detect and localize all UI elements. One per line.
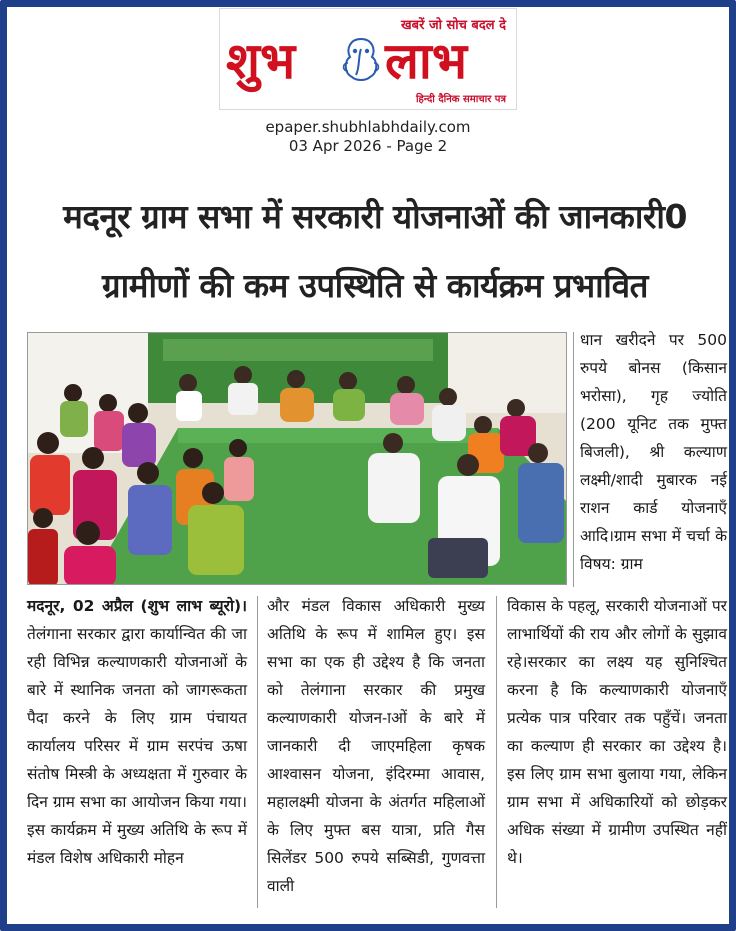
masthead-tagline: खबरें जो सोच बदल दे bbox=[401, 18, 506, 33]
article-text-col-b: और मंडल विकास अधिकारी मुख्य अतिथि के रूप में शामिल हुए। इस सभा का एक ही उद्देश्य है कि जनता को तेलंगाना सरकार की प्रमुख कल्याणकारी योजन-ाओं के बारे में जानकारी दी जाएमहिला कृषक आश्वासन योजना, इंदिरम्मा आवास, महालक्ष्मी योजना के अंतर्गत महिलाओं के लिए मुफ्त बस यात्रा, प्रति गैस सिलेंडर 500 रुपये सब्सिडी, गुणवत्ता वाली bbox=[267, 597, 485, 895]
article-column-2 bbox=[267, 592, 485, 900]
masthead-logo bbox=[219, 8, 517, 110]
article-text-col-c: विकास के पहलू, सरकारी योजनाओं पर लाभार्थियों की राय और लोगों के सुझाव रहे।सरकार का लक्ष्य यह सुनिश्चित करना है कि कल्याणकारी योजनाएँ प्रत्येक पात्र परिवार तक पहुँचें। जनता का कल्याण ही सरकार का उद्देश्य है। इस लिए ग्राम सभा बुलाया गया, लेकिन ग्राम सभा में अधिकारियों को छोड़कर अधिक संख्या में ग्रामीण उपस्थित नहीं थे। bbox=[507, 597, 727, 867]
masthead-subline: हिन्दी दैनिक समाचार पत्र bbox=[415, 94, 506, 105]
epaper-url: epaper.shubhlabhdaily.com bbox=[265, 118, 471, 136]
article-column-1 bbox=[27, 592, 247, 872]
headline-line-1: मदनूर ग्राम सभा में सरकारी योजनाओं की जानकारी0 bbox=[63, 197, 687, 236]
article-text-col-a: तेलंगाना सरकार द्वारा कार्यान्वित की जा रही विभिन्न कल्याणकारी योजनाओं के बारे में स्थानिक जनता को जागरूकता पैदा करने के लिए ग्राम पंचायत कार्यालय परिसर में ग्राम सरपंच ऊषा संतोष मिस्त्री के अध्यक्षता में गुरुवार के दिन ग्राम सभा का आयोजन किया गया। इस कार्यक्रम में मुख्य अतिथि के रूप में मंडल विशेष अधिकारी मोहन bbox=[27, 625, 247, 867]
column-divider bbox=[496, 596, 497, 908]
article-column-3 bbox=[507, 592, 727, 872]
article-dateline: मदनूर, 02 अप्रैल (शुभ लाभ ब्यूरो)। bbox=[27, 597, 247, 615]
column-divider bbox=[573, 332, 574, 587]
column-divider bbox=[257, 596, 258, 908]
article-column-right-top bbox=[580, 326, 727, 578]
article-text-col-d: धान खरीदने पर 500 रुपये बोनस (किसान भरोसा), गृह ज्योति (200 यूनिट तक मुफ्त बिजली), श्री कल्याण लक्ष्मी/शादी मुबारक नई राशन कार्ड योजनाएँ आदि।ग्राम सभा में चर्चा के विषय: ग्राम bbox=[580, 331, 727, 573]
gram-sabha-meeting-photo bbox=[27, 332, 567, 585]
logo-word-labh: लाभ bbox=[385, 32, 467, 90]
edition-date-page: 03 Apr 2026 - Page 2 bbox=[288, 137, 448, 155]
ganesha-emblem-icon bbox=[338, 33, 384, 87]
logo-word-shubh: शुभ bbox=[226, 32, 296, 90]
headline-line-2: ग्रामीणों की कम उपस्थिति से कार्यक्रम प्रभावित bbox=[102, 266, 648, 305]
meeting-scene-illustration bbox=[28, 333, 567, 585]
